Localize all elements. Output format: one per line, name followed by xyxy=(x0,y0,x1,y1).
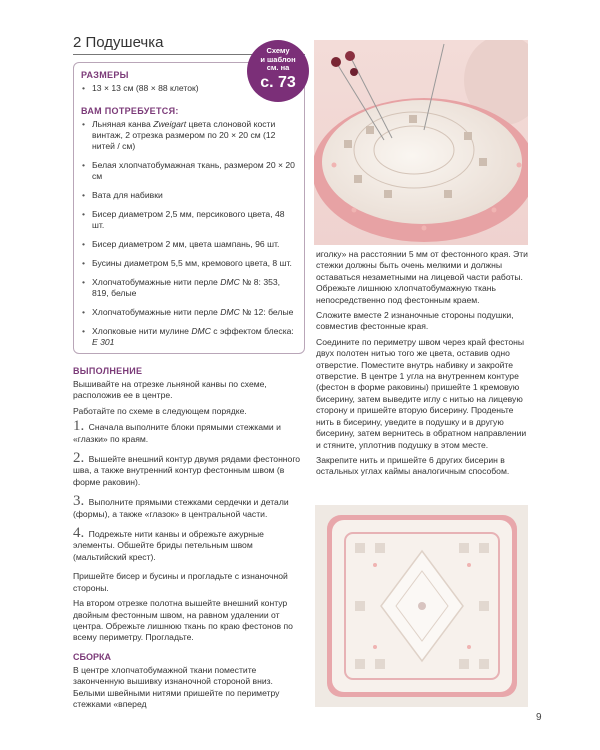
instructions-paragraph: Работайте по схеме в следующем порядке. xyxy=(73,405,247,416)
material-item: • Бисер диаметром 2,5 мм, персикового цвета, 48 шт. xyxy=(81,209,298,231)
instructions-paragraph: Вышивайте на отрезке льняной канвы по схеме, расположив ее в центре. xyxy=(73,379,267,401)
assembly-paragraph: В центре хлопчатобумажной ткани поместите законченную вышивку изнаночной стороной вниз. Белыми швейными нитями пришейте по периметру стежками «вперед xyxy=(73,664,280,709)
materials-list xyxy=(81,119,298,348)
doily-photo xyxy=(315,505,528,707)
material-item: • Льняная канва Zweigart цвета слоновой кости винтаж, 2 отрезка размером по 20 × 20 см (12 нитей / см) xyxy=(81,119,298,152)
material-item: • Хлопчатобумажные нити перле DMC № 12: белые xyxy=(81,307,298,318)
material-item: • Бусины диаметром 5,5 мм, кремового цвета, 8 шт. xyxy=(81,258,298,269)
doily-illustration xyxy=(315,505,528,707)
badge-line: и шаблон xyxy=(260,54,296,64)
instructions-column xyxy=(73,366,305,714)
instructions-heading: ВЫПОЛНЕНИЕ xyxy=(73,366,143,376)
badge-line: Схему xyxy=(266,46,290,55)
badge-line: см. на xyxy=(266,63,290,72)
step-item: 1. Сначала выполните блоки прямыми стежками и «глазки» по краям. xyxy=(73,418,281,444)
assembly-column xyxy=(316,249,528,482)
materials-box xyxy=(73,62,305,354)
page-number: 9 xyxy=(536,712,542,723)
pattern-page-badge[interactable] xyxy=(247,40,309,102)
material-item: • Хлопчатобумажные нити перле DMC № 8: 353, 819, белые xyxy=(81,277,298,299)
sizes-heading: РАЗМЕРЫ xyxy=(81,70,129,80)
instructions-paragraph: Пришейте бисер и бусины и прогладьте с изнаночной стороны. xyxy=(73,571,288,593)
material-item: • Белая хлопчатобумажная ткань, размером 20 × 20 см xyxy=(81,160,298,182)
assembly-paragraph: иголку» на расстоянии 5 мм от фестонного края. Эти стежки должны быть очень мелкими и должны оставаться незаметными на лицевой части работы. Обрежьте лишнюю хлопчатобумажную ткань непосредственно под фестонным краем. xyxy=(316,249,528,305)
pincushion-photo xyxy=(314,40,528,245)
step-item: 2. Вышейте внешний контур двумя рядами фестонного шва, а также внутренний контур фестонным швом (в форме раковин). xyxy=(73,450,301,487)
assembly-paragraph: Сложите вместе 2 изнаночные стороны подушки, совместив фестонные края. xyxy=(316,310,514,332)
step-item: 4. Подрежьте нити канвы и обрежьте ажурные элементы. Обшейте бриды петельным швом (мальтийский крест). xyxy=(73,525,264,562)
material-item: • Вата для набивки xyxy=(81,190,298,201)
step-item: 3. Выполните прямыми стежками сердечки и детали (формы), а также «глазок» в центральной части. xyxy=(73,493,289,519)
page-title: 2 Подушечка xyxy=(73,34,164,51)
instructions-paragraph: На втором отрезке полотна вышейте внешний контур двойным фестонным швом, на равном удалении от центра. Обрежьте лишнюю ткань по краю фестонов по всему периметру. Прогладьте. xyxy=(73,598,293,643)
assembly-paragraph: Закрепите нить и пришейте 6 других бисерин в остальных углах каймы аналогичным способом. xyxy=(316,454,510,477)
assembly-paragraph: Соедините по периметру швом через край фестоны двух полотен нитью того же цвета, оставив одно отверстие. Поместите внутрь набивку и закройте отверстие. В центре 1 угла на внутреннем контуре (фестон в форме раковины) пришейте 1 кремовую бисерину, затем выведите иглу с нитью на лицевую сторону и пришейте вторую бисерину. Проденьте нить в бисерину, уведите в подушку и в другую бисерину, затем вернитесь в обратном направлении и стяните, уплотнив подушку в этом месте. xyxy=(316,336,527,450)
assembly-heading: СБОРКА xyxy=(73,651,111,662)
materials-heading: ВАМ ПОТРЕБУЕТСЯ: xyxy=(81,106,179,116)
material-item: • Бисер диаметром 2 мм, цвета шампань, 96 шт. xyxy=(81,239,298,250)
material-item: • Хлопковые нити мулине DMC с эффектом блеска: E 301 xyxy=(81,326,298,348)
badge-page: с. 73 xyxy=(260,73,296,91)
size-item: • 13 × 13 см (88 × 88 клеток) xyxy=(81,83,298,94)
pincushion-illustration xyxy=(314,40,528,245)
